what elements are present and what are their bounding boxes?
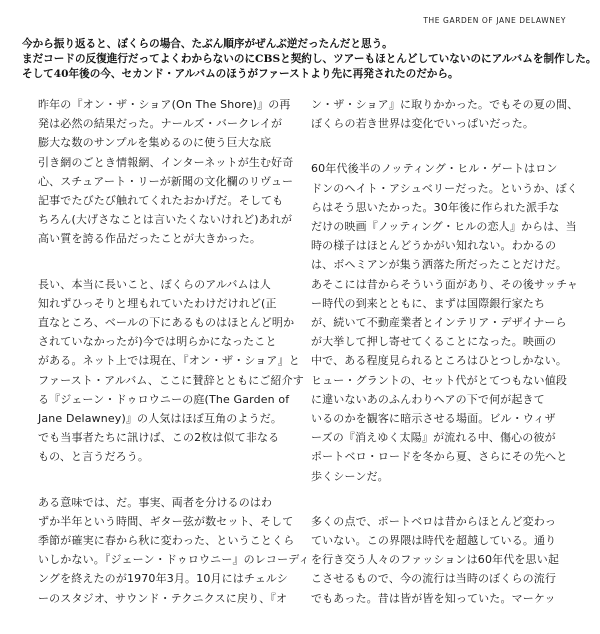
text-line: 記事でたびたび触れてくれたおかげだ。そしても [38, 194, 284, 208]
paragraph [38, 275, 304, 467]
text-line: らはそう思いたかった。30年後に作られた派手な [311, 200, 560, 214]
text-line: あそこには昔からそういう面があり、その後サッチャ [311, 277, 579, 291]
text-line: 時の様子はほとんどうかがい知れない。わかるの [311, 239, 557, 253]
text-line: に違いないあのふんわりヘアの下で何が起きて [311, 392, 545, 406]
text-line: がある。ネット上では現在、『オン・ザ・ショア』と [38, 354, 300, 368]
right-column [311, 95, 579, 634]
text-line: 60年代後半のノッティング・ヒル・ゲートはロン [311, 162, 558, 176]
header-title: THE GARDEN OF JANE DELAWNEY [423, 16, 566, 25]
text-line: いしかない。『ジェーン・ドゥロウニー』のレコーディ [38, 553, 310, 567]
text-line: が、続いて不動産業者とインテリア・デザイナーら [311, 316, 567, 330]
text-line: ーのスタジオ、サウンド・テクニクスに戻り、『オ [38, 591, 288, 605]
text-line: いるのかを観客に暗示させる場面。ビル・ウィザ [311, 412, 556, 426]
text-line: ていない。この界隈は時代を超越している。通り [311, 534, 557, 548]
text-line: 中で、ある程度見られるところはひとつしかない。 [311, 354, 568, 368]
text-line: 高い質を誇る作品だったことが大きかった。 [38, 232, 261, 246]
text-line: 長い、本当に長いこと、ぼくらのアルバムは人 [38, 277, 271, 291]
text-line: こさせるもので、今の流行は当時のぼくらの流行 [311, 572, 557, 586]
text-line: 直なところ、ベールの下にあるものはほとんど明か [38, 316, 295, 330]
text-line: でもあった。昔は皆が皆を知っていた。マーケッ [311, 591, 556, 605]
text-line: は、ボヘミアンが集う洒落た所だったことだけだ。 [311, 258, 568, 272]
intro-line: そして40年後の今、セカンド・アルバムのほうがファーストより先に再発されたのだから。 [22, 68, 459, 81]
text-line: ングを終えたのが1970年3月。10月にはチェルシ [38, 572, 288, 586]
paragraph [38, 493, 310, 608]
text-line: る『ジェーン・ドゥロウニーの庭(The Garden of [38, 392, 290, 406]
text-line: 昨年の『オン・ザ・ショア(On The Shore)』の再 [38, 98, 291, 111]
text-line: ポートベロ・ロードを冬から夏、さらにその先へと [311, 450, 568, 464]
paragraph [38, 95, 300, 249]
text-line: ン・ザ・ショア』に取りかかった。でもその夏の間、 [311, 98, 579, 111]
intro-block [22, 37, 597, 83]
text-line: 季節が確実に春から秋に変わった、ということくら [38, 534, 295, 548]
text-line: もの、と言うだろう。 [38, 450, 150, 464]
intro-line: まだコードの反復進行だってよくわからないのにCBSと契約し、ツアーもほとんどしていないのにアルバムを制作した。 [22, 53, 597, 66]
text-line: 知れずひっそりと埋もれていたわけだけれど(正 [38, 296, 277, 310]
text-line: ー時代の到来とともに、まずは国際銀行家たち [311, 296, 546, 310]
text-line: ずか半年という時間、ギター弦が数セット、そして [38, 514, 294, 528]
text-line: 引き網のごとき情報網、インターネットが生む好奇 [38, 155, 294, 169]
paragraph [311, 95, 579, 133]
text-line: ちろん(大げさなことは言いたくないけれど)あれが [38, 213, 293, 227]
text-line: が大挙して押し寄せてくることになった。映画の [311, 335, 557, 349]
intro-line: 今から振り返ると、ぼくらの場合、たぶん順序がぜんぶ逆だったんだと思う。 [22, 38, 393, 50]
text-line: ぼくらの若き世界は変化でいっぱいだった。 [311, 117, 534, 131]
text-line: 膨大な数のサンプルを集めるのに使う巨大な底 [38, 136, 272, 150]
left-column [38, 95, 310, 634]
text-line: ヒュー・グラントの、セット代がとてつもない値段 [311, 373, 568, 387]
text-line: 心、スチュアート・リーが新聞の文化欄のリヴュー [38, 174, 294, 188]
text-line: を行き交う人々のファッションは60年代を思い起 [311, 553, 560, 567]
text-line: ーズの『消えゆく太陽』が流れる中、傷心の彼が [311, 431, 556, 445]
text-line: 歩くシーンだ。 [311, 469, 389, 483]
text-line: ある意味では、だ。事実、両者を分けるのはわ [38, 495, 273, 509]
text-line: ドンのヘイト・アシュベリーだった。というか、ぼく [311, 181, 578, 195]
text-line: 多くの点で、ポートベロは昔からほとんど変わっ [311, 514, 556, 528]
paragraph [311, 159, 579, 485]
text-line: 発は必然の結果だった。ナールズ・バークレイが [38, 117, 283, 131]
paragraph [311, 512, 573, 608]
text-line: されていなかったが)今では明らかになったこと [38, 335, 277, 349]
text-line: ファースト・アルバム、ここに賛辞とともにご紹介す [38, 373, 304, 387]
text-line: でも当事者たちに訊けば、この2枚は似て非なる [38, 431, 280, 445]
text-line: Jane Delawney)』の人気はほぼ互角のようだ。 [38, 412, 282, 426]
text-line: だけの映画『ノッティング・ヒルの恋人』からは、当 [311, 220, 577, 234]
